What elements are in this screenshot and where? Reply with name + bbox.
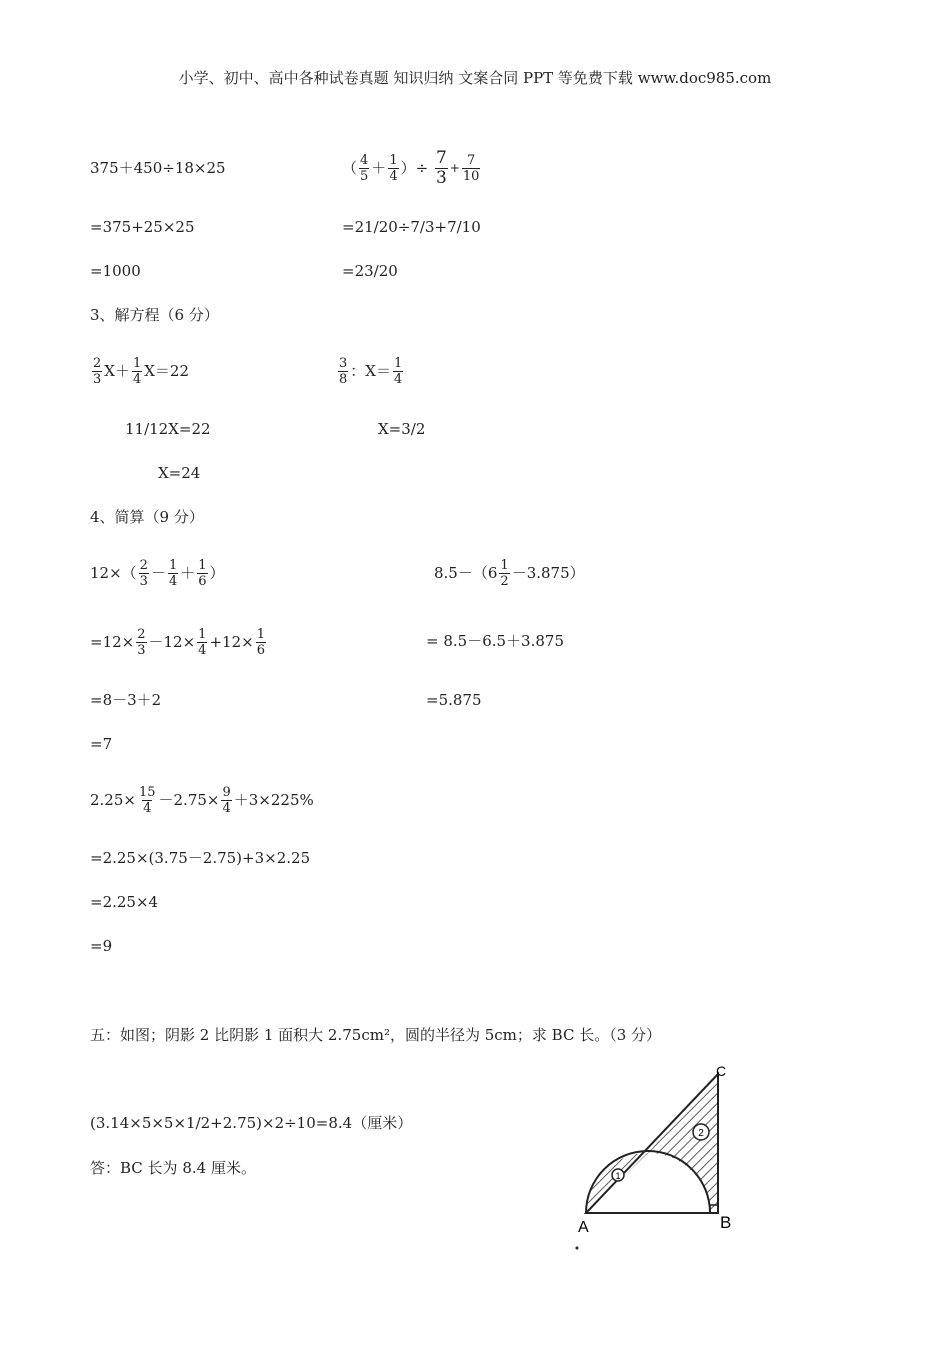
stray-dot [576,1247,579,1250]
equation-1: $\frac{2}{3}$ X＋ $\frac{1}{4}$ X＝22 [93,355,190,387]
fraction: $\frac{1}{6}$ [198,557,207,589]
equation-2: $\frac{3}{8}$ ：X＝ $\frac{1}{4}$ [339,355,403,387]
simplify-problem-1: 12×（ $\frac{2}{3}$ － $\frac{1}{4}$ ＋ $\frac{1}{6}$ ） [90,557,225,589]
calc-right-step-2: =23/20 [342,262,398,280]
fraction: $\frac{2}{3}$ [137,626,146,658]
region-1-number: 1 [615,1171,621,1181]
simplify-problem-3-step-2: =2.25×4 [90,893,159,911]
region-2-number: 2 [698,1128,704,1139]
fraction: $\frac{1}{2}$ [500,557,509,589]
fraction: $\frac{9}{4}$ [222,784,231,816]
fraction: $\frac{1}{4}$ [393,355,403,387]
section-5-solution: (3.14×5×5×1/2+2.75)×2÷10=8.4（厘米） [90,1114,413,1132]
fraction: $\frac{15}{4}$ [138,784,156,816]
section-5-answer: 答：BC 长为 8.4 厘米。 [90,1159,256,1177]
fraction: $\frac{1}{4}$ [198,626,207,658]
calc-right-step-1: =21/20÷7/3+7/10 [342,218,481,236]
equation-1-step-1: 11/12X=22 [125,420,211,438]
simplify-problem-3: 2.25× $\frac{15}{4}$ －2.75× $\frac{9}{4}$ ＋3×225% [90,784,314,816]
simplify-problem-1-step-3: =7 [90,735,113,753]
section-5-title: 五：如图；阴影 2 比阴影 1 面积大 2.75cm²，圆的半径为 5cm；求 BC 长。（3 分） [90,1026,662,1044]
fraction: $\frac{1}{6}$ [256,626,265,658]
label-a: A [578,1219,589,1236]
label-b: B [720,1213,732,1232]
simplify-problem-3-step-3: =9 [90,937,113,955]
fraction: $\frac{1}{4}$ [168,557,178,589]
calc-right-problem: （ $\frac{4}{5}$ ＋ $\frac{1}{4}$ ）÷ $\frac{7}{3}$ + $\frac{7}{10}$ [342,147,480,188]
equation-1-step-2: X=24 [158,464,201,482]
simplify-problem-2-step-2: =5.875 [426,691,482,709]
simplify-problem-1-step-1: =12× $\frac{2}{3}$ －12× $\frac{1}{4}$ +12× $\frac{1}{6}$ [90,626,265,658]
simplify-problem-3-step-1: =2.25×(3.75－2.75)+3×2.25 [90,849,311,867]
fraction: $\frac{1}{4}$ [132,355,142,387]
equation-2-step-1: X=3/2 [378,420,426,438]
fraction: $\frac{4}{5}$ [360,152,369,184]
fraction: $\frac{7}{10}$ [462,152,480,184]
fraction: $\frac{2}{3}$ [139,557,148,589]
calc-left-step-2: =1000 [90,262,141,280]
simplify-problem-2-step-1: = 8.5－6.5＋3.875 [426,632,564,650]
fraction: $\frac{2}{3}$ [93,355,102,387]
page-header: 小学、初中、高中各种试卷真题 知识归纳 文案合同 PPT 等免费下载 www.doc985.com [178,69,772,87]
calc-left-step-1: =375+25×25 [90,218,195,236]
fraction: $\frac{1}{4}$ [389,152,398,184]
geometry-figure [570,1062,770,1262]
label-c: C [716,1063,727,1079]
simplify-problem-1-step-2: =8－3＋2 [90,691,162,709]
section-3-title: 3、解方程（6 分） [90,306,219,324]
fraction: $\frac{3}{8}$ [339,355,348,387]
simplify-problem-2: 8.5－（6 $\frac{1}{2}$ －3.875） [434,557,585,589]
fraction: $\frac{7}{3}$ [435,147,447,188]
calc-left-problem: 375＋450÷18×25 [90,159,226,177]
section-4-title: 4、简算（9 分） [90,508,204,526]
